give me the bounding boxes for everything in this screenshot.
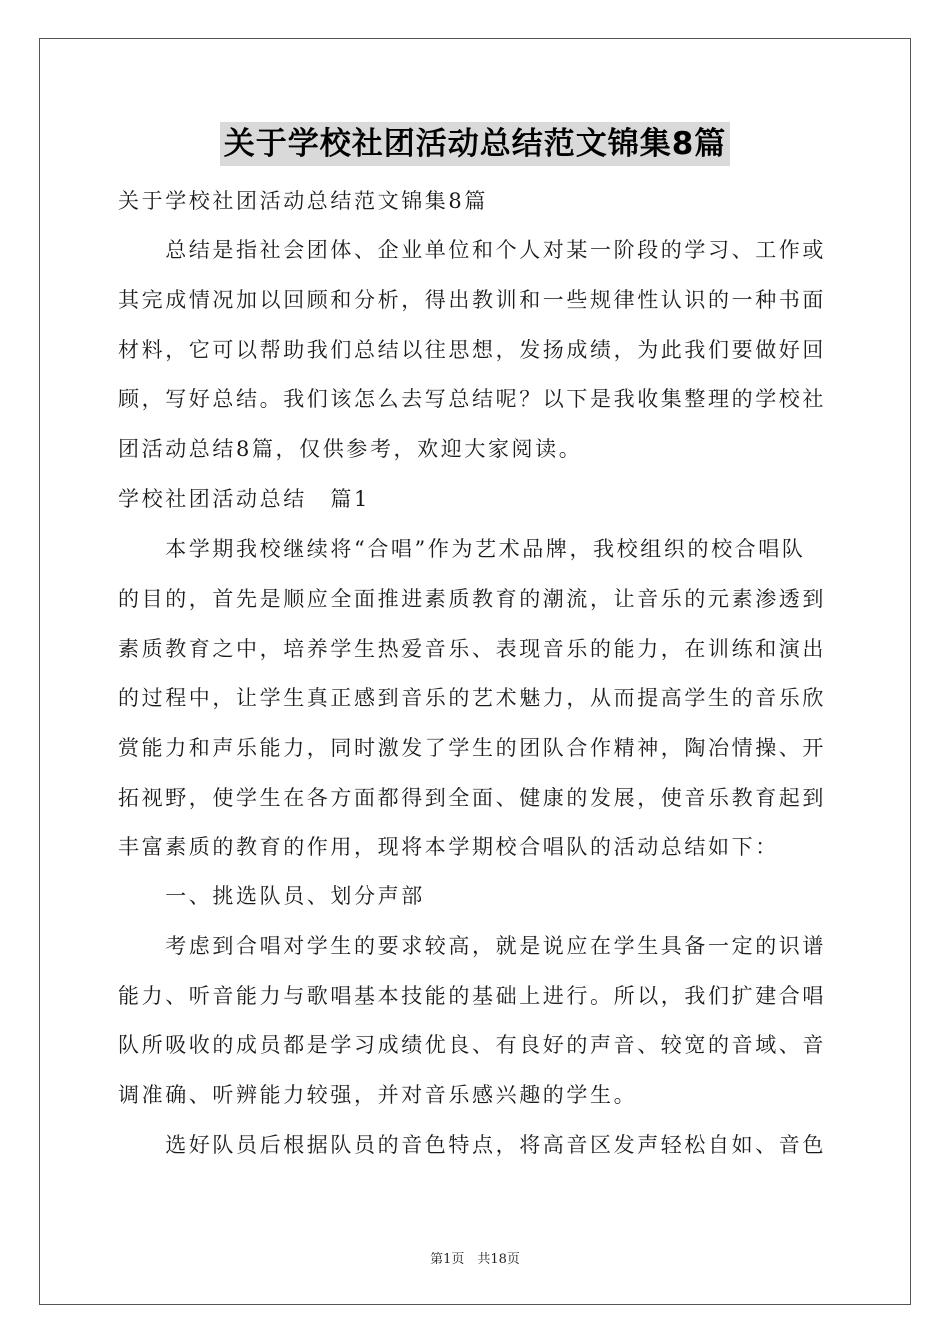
body-line: 队所吸收的成员都是学习成绩优良、有良好的声音、较宽的音域、音 [118,1033,826,1057]
section-heading: 学校社团活动总结 篇1 [118,487,370,511]
intro-line: 其完成情况加以回顾和分析，得出教训和一些规律性认识的一种书面 [118,288,826,312]
intro-line: 顾，写好总结。我们该怎么去写总结呢？以下是我收集整理的学校社 [118,387,826,411]
body-line: 拓视野，使学生在各方面都得到全面、健康的发展，使音乐教育起到 [118,786,826,810]
body-line: 能力、听音能力与歌唱基本技能的基础上进行。所以，我们扩建合唱 [118,984,826,1008]
title-container [0,122,950,166]
page-footer: 第1页 共18页 [430,1252,520,1267]
intro-line: 团活动总结8篇，仅供参考，欢迎大家阅读。 [118,437,583,461]
body-line: 选好队员后根据队员的音色特点，将高音区发声轻松自如、音色 [118,1133,826,1157]
document-subtitle: 关于学校社团活动总结范文锦集8篇 [118,189,488,213]
body-line: 素质教育之中，培养学生热爱音乐、表现音乐的能力，在训练和演出 [118,637,826,661]
document-title: 关于学校社团活动总结范文锦集8篇 [220,122,731,166]
subheading-line: 一、挑选队员、划分声部 [118,884,425,908]
page-border [39,38,911,1305]
body-line: 丰富素质的教育的作用，现将本学期校合唱队的活动总结如下： [118,835,779,859]
body-line: 本学期我校继续将“合唱”作为艺术品牌，我校组织的校合唱队 [118,537,806,561]
body-line: 的目的，首先是顺应全面推进素质教育的潮流，让音乐的元素渗透到 [118,587,826,611]
body-line: 的过程中，让学生真正感到音乐的艺术魅力，从而提高学生的音乐欣 [118,686,826,710]
body-line: 调准确、听辨能力较强，并对音乐感兴趣的学生。 [118,1083,638,1107]
intro-line: 材料，它可以帮助我们总结以往思想，发扬成绩，为此我们要做好回 [118,338,826,362]
intro-line: 总结是指社会团体、企业单位和个人对某一阶段的学习、工作或 [118,238,826,262]
body-line: 考虑到合唱对学生的要求较高，就是说应在学生具备一定的识谱 [118,934,826,958]
body-line: 赏能力和声乐能力，同时激发了学生的团队合作精神，陶冶情操、开 [118,736,826,760]
